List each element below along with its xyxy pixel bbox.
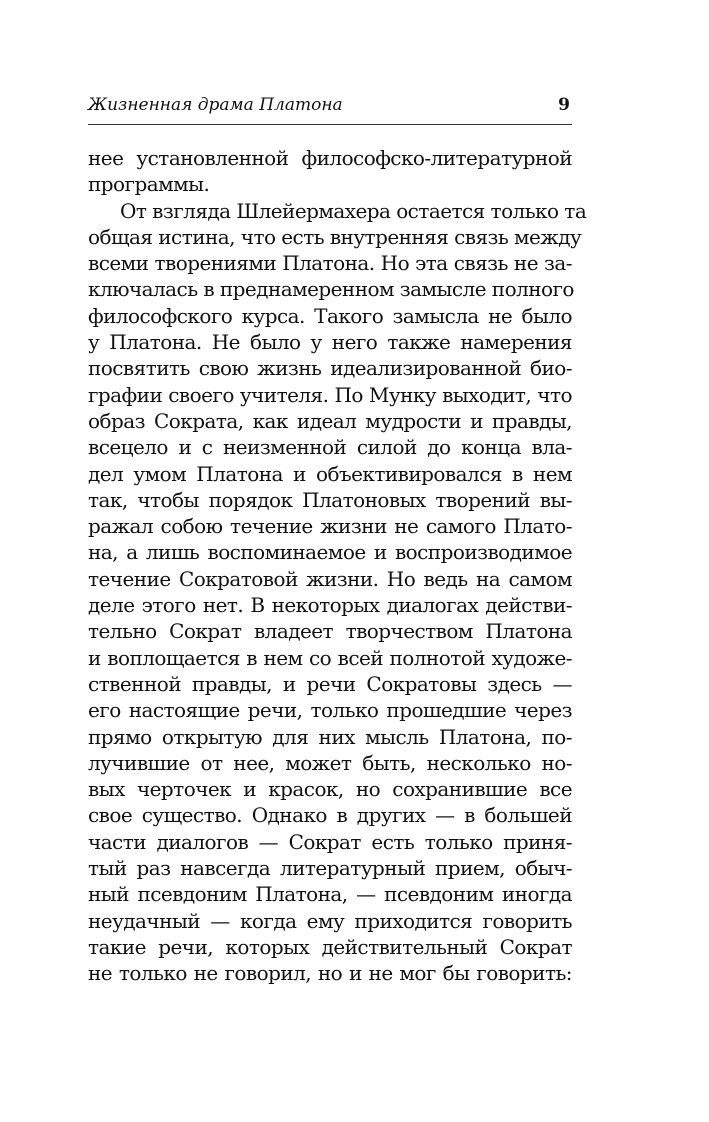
text-line: всеми творениями Платона. Но эта связь не за- (88, 251, 572, 276)
text-line: у Платона. Не было у него также намерения (88, 330, 572, 355)
text-line: на, а лишь воспоминаемое и воспроизводимое (88, 540, 572, 565)
running-title: Жизненная драма Платона (88, 95, 343, 115)
header-rule (88, 124, 572, 125)
running-head (88, 93, 572, 117)
text-line: всецело и с неизменной силой до конца вла- (88, 435, 572, 460)
text-line: программы. (88, 172, 210, 197)
text-line: лучившие от нее, может быть, несколько но- (88, 750, 572, 775)
body-text (88, 145, 587, 987)
text-line: тый раз навсегда литературный прием, обыч- (88, 856, 572, 881)
text-line: ный псевдоним Платона, — псевдоним иногда (88, 882, 572, 907)
text-line: посвятить свою жизнь идеализированной био- (88, 356, 572, 381)
text-line: общая истина, что есть внутренняя связь между (88, 224, 582, 249)
text-line: ражал собою течение жизни не самого Плато- (88, 514, 572, 539)
text-line: неудачный — когда ему приходится говорить (88, 908, 572, 933)
text-line: образ Сократа, как идеал мудрости и правды, (88, 408, 572, 433)
text-line: ключалась в преднамеренном замысле полного (88, 277, 574, 302)
text-line: нее установленной философско-литературной (88, 146, 572, 170)
text-line: такие речи, которых действительный Сократ (88, 934, 572, 959)
text-line: От взгляда Шлейермахера остается только та (120, 198, 587, 223)
text-line: его настоящие речи, только прошедшие через (88, 698, 572, 723)
text-line: свое существо. Однако в других — в большей (88, 803, 572, 828)
text-line: тельно Сократ владеет творчеством Платона (88, 619, 572, 644)
text-line: прямо открытую для них мысль Платона, по- (88, 724, 572, 749)
page-number: 9 (558, 95, 570, 115)
text-line: не только не говорил, но и не мог бы говорить: (88, 961, 572, 986)
text-line: течение Сократовой жизни. Но ведь на самом (88, 566, 572, 591)
text-line: философского курса. Такого замысла не было (88, 303, 572, 328)
text-line: вых черточек и красок, но сохранившие все (88, 777, 572, 802)
text-line: графии своего учителя. По Мунку выходит, что (88, 382, 572, 407)
text-line: части диалогов — Сократ есть только приня- (88, 829, 572, 854)
text-line: так, чтобы порядок Платоновых творений вы- (88, 487, 572, 512)
text-line: ственной правды, и речи Сократовы здесь — (88, 671, 572, 696)
text-line: и воплощается в нем со всей полнотой художе- (88, 645, 572, 670)
text-line: деле этого нет. В некоторых диалогах действи- (88, 593, 572, 618)
text-line: дел умом Платона и объективировался в нем (88, 461, 572, 486)
